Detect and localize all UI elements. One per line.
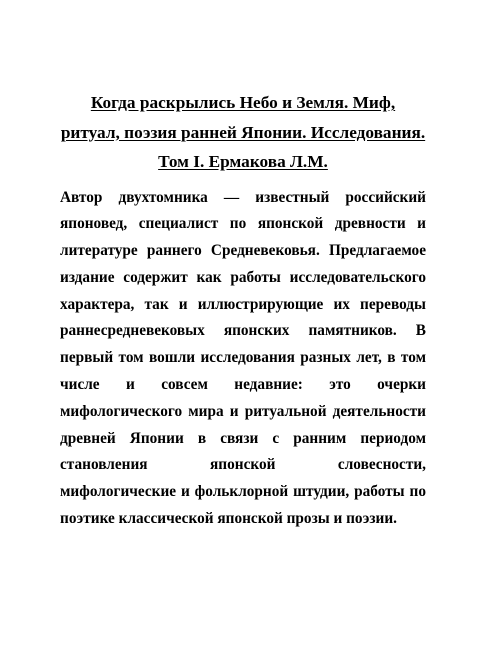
body-line: раннесредневековых японских памятников. В [60, 322, 426, 340]
title-line: ритуал, поэзия ранней Японии. Исследования. [60, 122, 426, 142]
body-line: литературе раннего Средневековья. Предлагаемое [60, 242, 426, 260]
body-line: характера, так и иллюстрирующие их переводы [60, 295, 426, 313]
body-line: мифологические и фольклорной штудии, работы по [60, 483, 426, 501]
body-line: издание содержит как работы исследовательского [60, 268, 426, 286]
body-line: становления японской словесности, [60, 456, 426, 474]
document-title [60, 88, 426, 177]
body-line: числе и совсем недавние: это очерки [60, 376, 426, 394]
title-line: Когда раскрылись Небо и Земля. Миф, [90, 93, 396, 112]
body-line: Автор двухтомника — известный российский [60, 188, 426, 206]
body-line: японовед, специалист по японской древности и [60, 215, 426, 233]
body-line: поэтике классической японской прозы и поэзии. [60, 510, 397, 528]
title-line: Том I. Ермакова Л.М. [158, 152, 328, 171]
body-line: мифологического мира и ритуальной деятельности [60, 402, 426, 420]
body-line: древней Японии в связи с ранним периодом [60, 429, 426, 447]
body-line: первый том вошли исследования разных лет, в том [60, 349, 426, 367]
document-body [60, 185, 426, 533]
